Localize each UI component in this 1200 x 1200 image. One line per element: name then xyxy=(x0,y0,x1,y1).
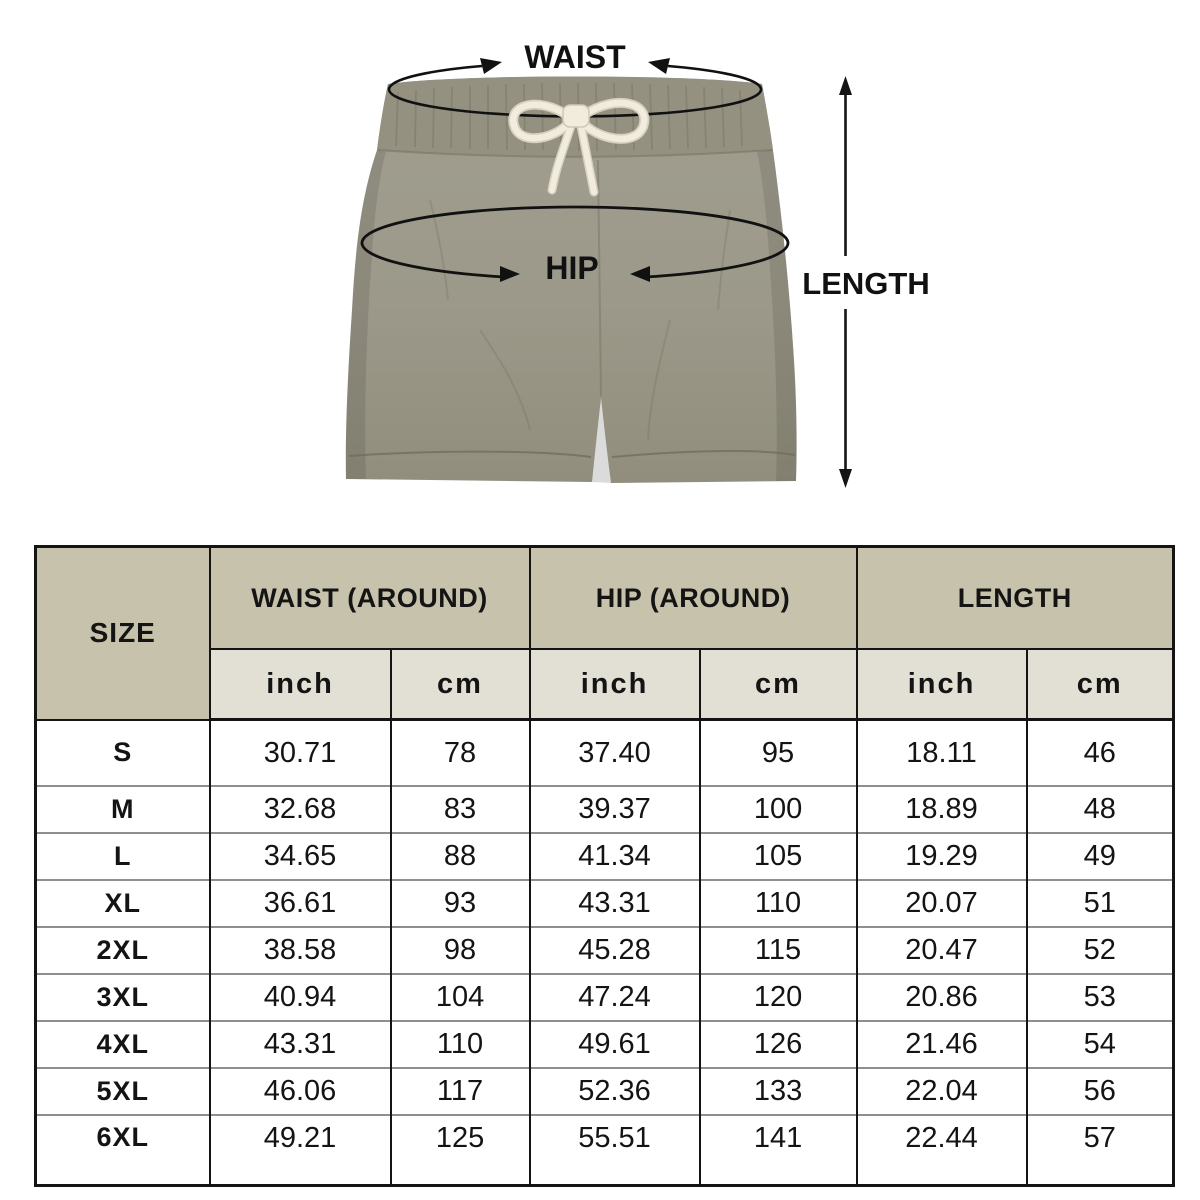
col-header-hip: HIP (AROUND) xyxy=(530,547,857,650)
value-cell: 98 xyxy=(391,927,530,974)
value-cell: 43.31 xyxy=(530,880,700,927)
size-cell: M xyxy=(36,786,210,833)
value-cell: 37.40 xyxy=(530,720,700,787)
waist-right-arrowhead xyxy=(648,58,670,74)
unit-header-length-inch: inch xyxy=(857,649,1027,720)
value-cell: 93 xyxy=(391,880,530,927)
table-row xyxy=(36,1115,1174,1186)
value-cell: 52.36 xyxy=(530,1068,700,1115)
value-cell: 46 xyxy=(1027,720,1174,787)
value-cell: 100 xyxy=(700,786,857,833)
value-cell: 18.89 xyxy=(857,786,1027,833)
size-cell: 6XL xyxy=(36,1115,210,1186)
value-cell: 78 xyxy=(391,720,530,787)
waist-label: WAIST xyxy=(524,39,626,75)
value-cell: 43.31 xyxy=(210,1021,391,1068)
value-cell: 49.21 xyxy=(210,1115,391,1186)
size-chart-table xyxy=(34,545,1175,1187)
value-cell: 56 xyxy=(1027,1068,1174,1115)
value-cell: 83 xyxy=(391,786,530,833)
value-cell: 30.71 xyxy=(210,720,391,787)
size-diagram xyxy=(0,0,1200,535)
group-header-row xyxy=(36,547,1174,650)
length-down-arrowhead xyxy=(839,469,852,488)
value-cell: 110 xyxy=(391,1021,530,1068)
value-cell: 51 xyxy=(1027,880,1174,927)
value-cell: 55.51 xyxy=(530,1115,700,1186)
value-cell: 126 xyxy=(700,1021,857,1068)
size-cell: XL xyxy=(36,880,210,927)
unit-header-waist-inch: inch xyxy=(210,649,391,720)
table-row xyxy=(36,880,1174,927)
unit-header-waist-cm: cm xyxy=(391,649,530,720)
value-cell: 39.37 xyxy=(530,786,700,833)
table-row xyxy=(36,833,1174,880)
col-header-length: LENGTH xyxy=(857,547,1174,650)
length-label: LENGTH xyxy=(802,266,930,301)
unit-header-length-cm: cm xyxy=(1027,649,1174,720)
table-row xyxy=(36,1021,1174,1068)
table-row xyxy=(36,974,1174,1021)
value-cell: 45.28 xyxy=(530,927,700,974)
value-cell: 141 xyxy=(700,1115,857,1186)
length-up-arrowhead xyxy=(839,76,852,95)
value-cell: 95 xyxy=(700,720,857,787)
value-cell: 54 xyxy=(1027,1021,1174,1068)
hip-label: HIP xyxy=(545,250,599,286)
size-cell: 4XL xyxy=(36,1021,210,1068)
value-cell: 47.24 xyxy=(530,974,700,1021)
value-cell: 105 xyxy=(700,833,857,880)
value-cell: 120 xyxy=(700,974,857,1021)
size-cell: 3XL xyxy=(36,974,210,1021)
value-cell: 41.34 xyxy=(530,833,700,880)
value-cell: 49 xyxy=(1027,833,1174,880)
waist-left-arrowhead xyxy=(480,58,502,74)
value-cell: 52 xyxy=(1027,927,1174,974)
value-cell: 22.44 xyxy=(857,1115,1027,1186)
value-cell: 20.86 xyxy=(857,974,1027,1021)
size-cell: S xyxy=(36,720,210,787)
value-cell: 125 xyxy=(391,1115,530,1186)
col-header-waist: WAIST (AROUND) xyxy=(210,547,530,650)
size-cell: 5XL xyxy=(36,1068,210,1115)
table-row xyxy=(36,720,1174,787)
col-header-size: SIZE xyxy=(36,547,210,720)
table-row xyxy=(36,927,1174,974)
value-cell: 115 xyxy=(700,927,857,974)
value-cell: 46.06 xyxy=(210,1068,391,1115)
unit-header-hip-inch: inch xyxy=(530,649,700,720)
value-cell: 53 xyxy=(1027,974,1174,1021)
size-cell: 2XL xyxy=(36,927,210,974)
value-cell: 49.61 xyxy=(530,1021,700,1068)
value-cell: 36.61 xyxy=(210,880,391,927)
table-row xyxy=(36,786,1174,833)
value-cell: 38.58 xyxy=(210,927,391,974)
value-cell: 88 xyxy=(391,833,530,880)
value-cell: 18.11 xyxy=(857,720,1027,787)
value-cell: 133 xyxy=(700,1068,857,1115)
value-cell: 32.68 xyxy=(210,786,391,833)
value-cell: 57 xyxy=(1027,1115,1174,1186)
value-cell: 19.29 xyxy=(857,833,1027,880)
drawstring-knot xyxy=(563,105,589,127)
table-row xyxy=(36,1068,1174,1115)
unit-header-hip-cm: cm xyxy=(700,649,857,720)
value-cell: 22.04 xyxy=(857,1068,1027,1115)
value-cell: 117 xyxy=(391,1068,530,1115)
value-cell: 21.46 xyxy=(857,1021,1027,1068)
value-cell: 20.07 xyxy=(857,880,1027,927)
value-cell: 48 xyxy=(1027,786,1174,833)
value-cell: 34.65 xyxy=(210,833,391,880)
size-cell: L xyxy=(36,833,210,880)
value-cell: 40.94 xyxy=(210,974,391,1021)
value-cell: 20.47 xyxy=(857,927,1027,974)
value-cell: 110 xyxy=(700,880,857,927)
value-cell: 104 xyxy=(391,974,530,1021)
